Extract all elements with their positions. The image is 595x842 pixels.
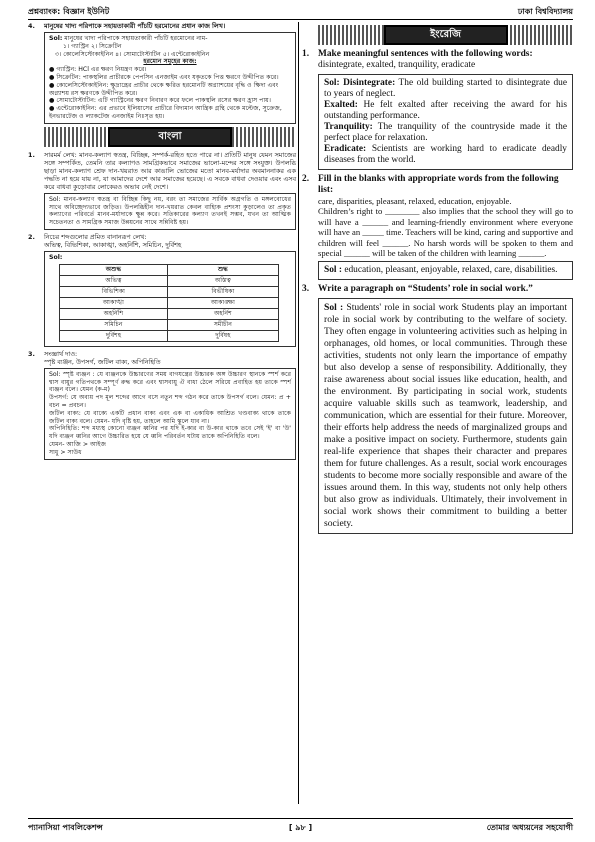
question-text: নিচের শব্দগুলোর প্রমিত বানানরূপ লেখ: <box>44 232 147 241</box>
question-4 <box>28 22 296 30</box>
cell: বিভীষিকা <box>167 286 278 297</box>
sol-label: Sol: <box>49 35 63 42</box>
cell: অভিত্ব <box>60 275 168 286</box>
answer-box-e1 <box>318 74 573 170</box>
sentence-2: He felt exalted after receiving the award for his outstanding performance. <box>324 100 567 121</box>
sol-text: education, pleasant, enjoyable, relaxed, care, disabilities. <box>341 265 558 276</box>
table-row <box>60 330 279 341</box>
footer-right: তোমার অধ্যয়নের সহযোগী <box>486 823 573 832</box>
sol-label: Sol : <box>324 265 342 276</box>
question-number: 4. <box>28 22 35 30</box>
cell: দুর্বিষহ <box>167 330 278 341</box>
answer-box-e3 <box>318 298 573 534</box>
cell: অহর্নিশ <box>167 308 278 319</box>
english-question-3 <box>302 284 573 295</box>
subheading: হরমোন সমূহের কাজ: <box>143 58 197 66</box>
sentence-3: The tranquility of the countryside made it the perfect place for relaxation. <box>324 122 567 143</box>
bullet-somatostatin: ● সোমাটোস্টাটিন: এটি গ্যাস্ট্রিনের ক্ষরণ নিবারণ করে ফলে পাকস্থলি রসের ক্ষরণ হ্রাস পায়। <box>49 97 272 105</box>
cell: আকাঙ্ক্ষা <box>167 297 278 308</box>
answer-box-b3 <box>44 368 296 460</box>
bullet-enterokinin: ● এন্টেরোকাইনিন: এর প্রভাবে ইলিয়াসের প্রাচীরে বিদ্যমান আন্ত্রিক গ্রন্থি থেকে মল্টেজ, সুক্রেজ, ইনভারটেজ ও ল্যাকটেজ এনজাইম নিঃসৃত হয়। <box>49 105 282 120</box>
cell: সমীচীন <box>167 319 278 330</box>
sol-label: Sol : <box>324 302 344 314</box>
answer-box-b1 <box>44 193 296 230</box>
passage-text: Children’s right to ________ also implies that the school they will go to will have a ______ and learning-friendly environment where everyone will have an _____ time. Teachers will be kind, caring and supportive and children will feel ______. No harsh words will be spoken to them and special ______ will be taken of the children with learning ______. <box>318 206 573 259</box>
left-column <box>28 22 296 463</box>
question-text: Make meaningful sentences with the following words: <box>318 49 533 59</box>
bullet-secretin: ● সিক্রেটিন: পাকস্থলির প্রাচীরকে পেপসিন এনজাইম এবং যকৃতকে পিত্ত ক্ষরণে উদ্দীপিত করে। <box>49 73 279 81</box>
header-left: প্রশ্নব্যাংক: বিজ্ঞান ইউনিট <box>28 7 110 16</box>
table-row <box>60 275 279 286</box>
question-number: 2. <box>28 232 35 241</box>
cell: দুর্বিশহ <box>60 330 168 341</box>
question-number: 2. <box>302 174 310 184</box>
sol-intro: মানুষের খাদ্য পরিপাকে সহায়তাকারী পাঁচটি হরমোনের নাম- <box>64 35 208 42</box>
col-incorrect: অশুদ্ধ <box>60 264 168 275</box>
table-row <box>60 319 279 330</box>
question-text: সংজ্ঞার্থ দাও: <box>44 349 78 358</box>
question-number: 3. <box>302 284 310 295</box>
bullet-gastrin: ● গ্যাস্ট্রিন: HCl এর ক্ষরণ নিয়ন্ত্রণ করে। <box>49 66 147 74</box>
bullet-cck: ● কোলেসিস্টোকাইনিন: ক্ষুদ্রান্ত্রের প্রাচীর থেকে ক্ষরিত হরমোনটি অগ্ন্যাশয়ের বৃদ্ধি ও ক্ষিদা এবং অগ্ন্যাশয় রস ক্ষরণকে উদ্দীপিত করে। <box>49 81 279 97</box>
answer-box-e2 <box>318 261 573 280</box>
answer-box-q4 <box>44 32 296 124</box>
col-correct: শুদ্ধ <box>167 264 278 275</box>
cell: বিভিশিকা <box>60 286 168 297</box>
def-jotil: জটিল বাক্য: যে বাক্যে একটি প্রধান বাক্য এবং এক বা একাধিক আশ্রিত খণ্ডবাক্য থাকে তাকে জটিল বাক্য বলে। যেমন- যদি বৃষ্টি হয়, তাহলে আমি স্কুলে যাব না। <box>49 409 291 425</box>
question-text: সারমর্ম লেখ: মানব-কল্যাণ স্বতন্ত্র, বিচ্ছিন্ন, সম্পর্ক-রহিত হতে পারে না। প্রতিটি মানুষ যেমন সমাজের সঙ্গে সম্পর্কিত, তেমনি তার কল্যাণও সামগ্রিকভাবে সমাজের ভালো-মন্দের সঙ্গে সংযুক্ত। উপলব্ধি ছাড়া মানব-কল্যাণ শ্রেফ দান-খয়রাত আর কাঙালি ভোজের মতো মানব-মর্যাদার অবমাননাকর এক পদ্ধতি না হয়ে যায় না, যা আমাদের দেশে আর সমাজের হয়েছে। এ সবকে বাধবা দেওয়ার এবং এসব করে বাধবা কুড়োবার লোকেরও অভাব নেই দেশে। <box>44 150 296 191</box>
footer-left: প্যানাসিয়া পাবলিকেশন্স <box>28 823 103 832</box>
bangla-question-2 <box>28 233 296 249</box>
example-2: সাধু > সাউধ <box>49 448 82 456</box>
header-right: ঢাকা বিশ্ববিদ্যালয় <box>517 7 573 16</box>
table-row <box>60 297 279 308</box>
def-upasarga: উপসর্গ: যে অব্যয় পদ মূল শব্দের আগে বসে নতুন শব্দ গঠন করে তাকে উপসর্গ বলে। যেমন: প্র + বচন = প্রবচন। <box>49 394 291 409</box>
cell: আকাঙ্খা <box>60 297 168 308</box>
page-number: [ ৯৮ ] <box>288 823 313 832</box>
hormone-names-1: ১। গ্যাস্ট্রিন ২। সিক্রেটিন <box>63 42 122 50</box>
question-text: Write a paragraph on “Students’ role in social work.” <box>318 284 533 295</box>
word-label: Tranquility: <box>324 122 373 132</box>
sol-text: Sol: মানব-কল্যাণ স্বতন্ত্র বা বিচ্ছিন্ন কিছু নয়, বরং তা সমাজের সার্বিক অগ্রগতি ও মঙ্গলবোধের সাথে অবিচ্ছেদ্যভাবে জড়িত। উপলব্ধিহীন দান-খয়রাত কেবল বাহ্যিক প্রশংসা কুড়ালেও তা প্রকৃত কল্যাণের পরিবর্তে মানব-মর্যাদাকে ক্ষুন্ন করে। সতিকারের কল্যাণ তখনই সম্ভব, যখন তা আত্মিক সচেতনতা ও সামগ্রিক সমাজ উন্নয়নের সাথে সন্নিবিষ্ট হয়। <box>49 195 291 227</box>
question-number: 1. <box>302 49 310 59</box>
question-number: 3. <box>28 349 35 358</box>
cell: সমিচিন <box>60 319 168 330</box>
column-divider <box>298 22 299 804</box>
hormone-names-2: ৩। কোলেসিস্টোকাইনিন ৪। সোমাটোস্টাটিন ৫। এন্টেরোকাইনিন <box>55 50 210 58</box>
spelling-table <box>59 264 279 342</box>
page-footer <box>28 818 573 832</box>
cell: অহর্নিশি <box>60 308 168 319</box>
sentence-1: The old building started to disintegrate due to years of neglect. <box>324 78 567 99</box>
bangla-question-1 <box>28 151 296 191</box>
question-text: মানুষের খাদ্য পরিপাকে সহায়তাকারী পাঁচটি হরমোনের প্রধান কাজ লিখ। <box>44 22 226 30</box>
bangla-banner-strip <box>44 127 296 147</box>
sentence-4: Scientists are working hard to eradicate deadly diseases from the world. <box>324 144 567 165</box>
header-rule <box>28 19 573 20</box>
paragraph-text: Students' role in social work Students play an important role in social work by contributing to the welfare of society. They often engage in volunteering activities such as helping in orphanages, old homes, or local communities. Through these activities, students not only learn the importance of empathy but also develop a sense of responsibility. Additionally, they raise awareness about social issues like education, health, and the environment. By participating in social work, students acquire valuable skills such as teamwork, leadership, and communication, which are essential for their future. Moreover, their efforts help address the needs of marginalized groups and make a positive impact on society. Furthermore, students gain real-life experience that shapes their character and prepares them for future challenges. As a result, social work encourages students to become more socially responsible and aware of the issues around them. In this way, students not only help others but also grow as individuals. Ultimately, their involvement in social work shows their commitment to building a better society. <box>324 302 567 530</box>
word-label: Eradicate: <box>324 144 367 154</box>
table-row <box>60 286 279 297</box>
sol-label: Sol: Disintegrate: <box>324 78 396 88</box>
page-header <box>28 6 573 20</box>
def-apinihiti: অপিনিহিতি: শব্দ মধ্যস্থ কোনো ব্যঞ্জন ধ্বনির পর যদি ই-কার বা উ-কার থাকে তবে সেই 'ই' বা 'উ' যদি ব্যঞ্জন ধ্বনির আগে উচ্চারিত হয়ে যে ধ্বনি পরিবর্তন ঘটায় তাকে অপিনিহিতি বলে। <box>49 425 291 441</box>
example-1: যেমন- আজি > আইজ <box>49 440 107 448</box>
word-list: disintegrate, exalted, tranquility, eradicate <box>318 60 476 70</box>
bangla-banner: বাংলা <box>108 127 232 147</box>
english-question-1 <box>302 49 573 71</box>
table-row <box>60 308 279 319</box>
def-sprishto: Sol: স্পৃষ্ট ব্যঞ্জন : যে ব্যঞ্জনকে উচ্চারণের সময় বাগযন্ত্রের উচ্চারক অঙ্গ উচ্চারণ স্থানকে স্পর্শ করে শ্বাস বায়ুর গতিপথকে সম্পূর্ণ রুদ্ধ করে এবং শ্বাসবায়ু ঐ বাধা ঠেলে সরিয়ে প্রবাহিত হয় তাকে স্পর্শ ব্যঞ্জন বলে। যেমন (ক-ম) <box>49 370 291 394</box>
answer-box-b2 <box>44 251 296 347</box>
question-text: Fill in the blanks with appropriate words from the following list: <box>318 174 559 195</box>
cell: অস্তিত্ব <box>167 275 278 286</box>
fill-passage <box>302 196 573 258</box>
word-list: অভিত্ব, বিভিশিকা, আকাঙ্খা, অহর্নিশি, সমিচিন, দুর্বিশহ <box>44 240 182 249</box>
sol-label: Sol: <box>49 253 63 261</box>
question-number: 1. <box>28 150 35 159</box>
english-banner-strip <box>318 25 573 45</box>
english-banner: ইংরেজি <box>384 25 508 45</box>
option-list: care, disparities, pleasant, relaxed, education, enjoyable. <box>318 196 512 206</box>
word-label: Exalted: <box>324 100 358 110</box>
right-column <box>302 22 573 538</box>
term-list: স্পৃষ্ট ব্যঞ্জন, উপসর্গ, জটিল বাক্য, অপিনিহিতি <box>44 357 161 366</box>
english-question-2 <box>302 174 573 258</box>
bangla-question-3 <box>28 350 296 366</box>
